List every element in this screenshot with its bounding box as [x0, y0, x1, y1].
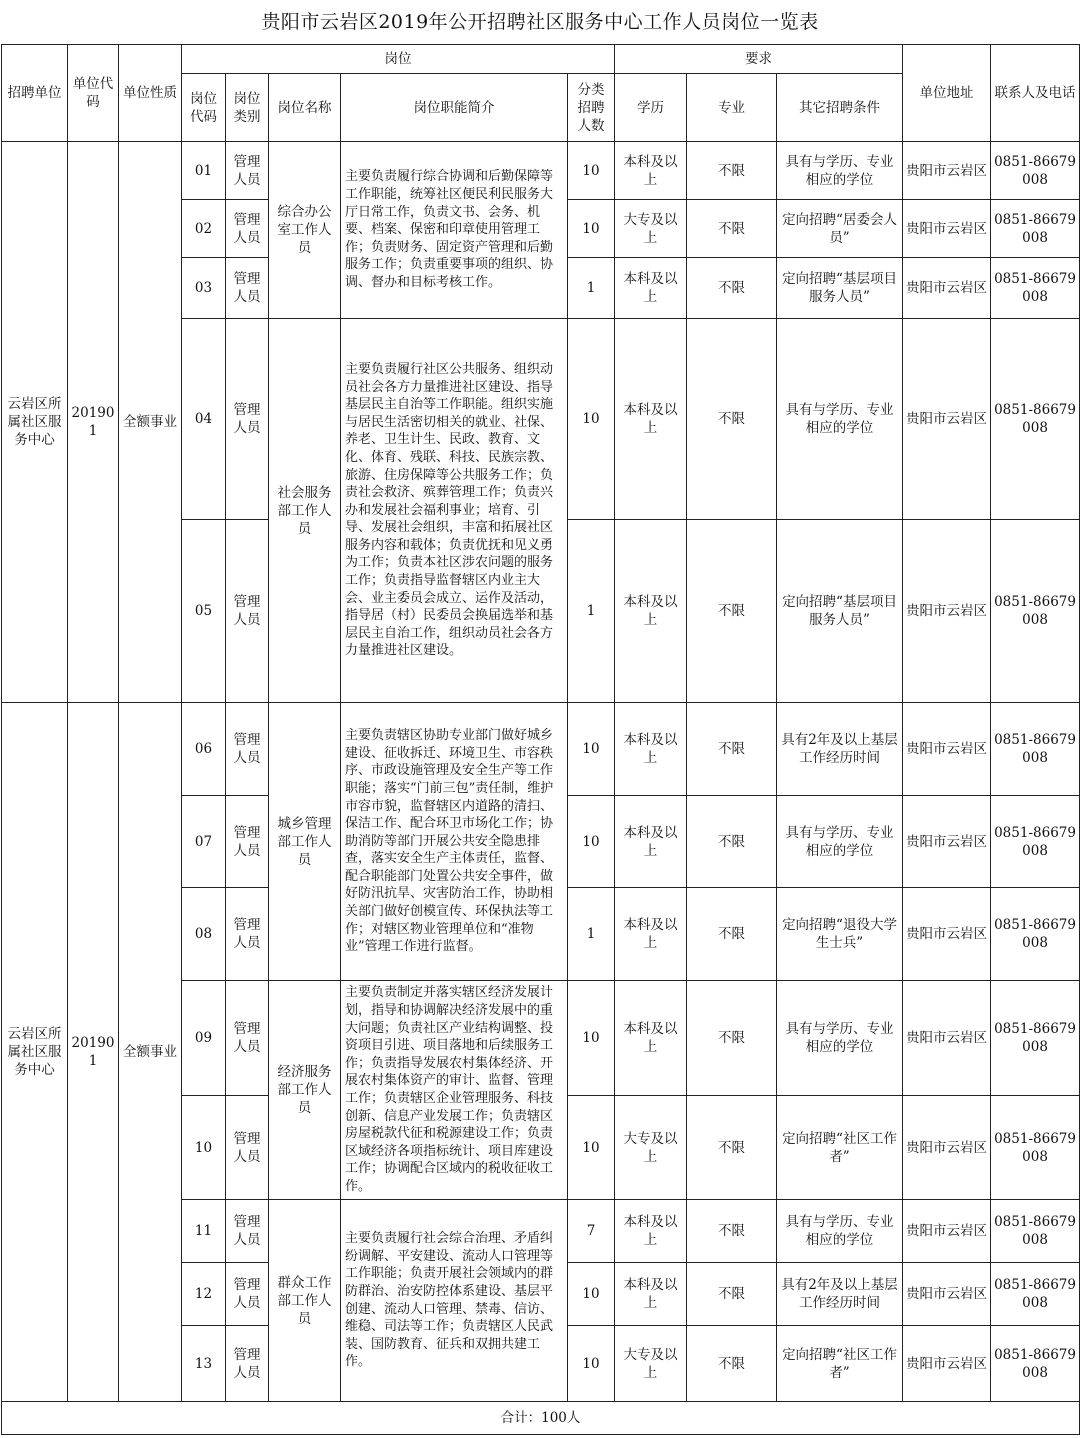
pos-type-cell: 管理人员: [226, 796, 269, 888]
count-cell: 10: [568, 1263, 615, 1326]
other-cell: 具有与学历、专业相应的学位: [777, 1200, 903, 1263]
other-cell: 具有与学历、专业相应的学位: [777, 796, 903, 888]
pos-code-cell: 05: [182, 520, 226, 703]
count-cell: 10: [568, 200, 615, 258]
address-cell: 贵阳市云岩区: [903, 888, 991, 981]
contact-cell: 0851-86679008: [991, 142, 1080, 200]
other-cell: 定向招聘“基层项目服务人员”: [777, 520, 903, 703]
pos-type-cell: 管理人员: [226, 1200, 269, 1263]
header-pos-code: 岗位代码: [182, 74, 226, 142]
unit-cell: 云岩区所属社区服务中心: [2, 703, 68, 1402]
count-cell: 10: [568, 1096, 615, 1200]
count-cell: 1: [568, 888, 615, 981]
major-cell: 不限: [687, 888, 777, 981]
pos-code-cell: 11: [182, 1200, 226, 1263]
other-cell: 具有与学历、专业相应的学位: [777, 142, 903, 200]
count-cell: 7: [568, 1200, 615, 1263]
count-cell: 10: [568, 796, 615, 888]
other-cell: 具有2年及以上基层工作经历时间: [777, 703, 903, 796]
pos-type-cell: 管理人员: [226, 200, 269, 258]
major-cell: 不限: [687, 200, 777, 258]
education-cell: 本科及以上: [615, 520, 687, 703]
pos-code-cell: 10: [182, 1096, 226, 1200]
address-cell: 贵阳市云岩区: [903, 796, 991, 888]
contact-cell: 0851-86679008: [991, 1263, 1080, 1326]
count-cell: 10: [568, 142, 615, 200]
other-cell: 定向招聘“社区工作者”: [777, 1326, 903, 1402]
address-cell: 贵阳市云岩区: [903, 1096, 991, 1200]
pos-code-cell: 08: [182, 888, 226, 981]
pos-name-cell: 社会服务部工作人员: [269, 319, 341, 703]
count-cell: 10: [568, 319, 615, 520]
address-cell: 贵阳市云岩区: [903, 1200, 991, 1263]
address-cell: 贵阳市云岩区: [903, 981, 991, 1096]
header-pos-type: 岗位类别: [226, 74, 269, 142]
count-cell: 10: [568, 703, 615, 796]
pos-name-cell: 经济服务部工作人员: [269, 981, 341, 1200]
header-contact: 联系人及电话: [991, 45, 1080, 142]
pos-code-cell: 09: [182, 981, 226, 1096]
pos-type-cell: 管理人员: [226, 142, 269, 200]
pos-type-cell: 管理人员: [226, 981, 269, 1096]
other-cell: 定向招聘“基层项目服务人员”: [777, 258, 903, 319]
major-cell: 不限: [687, 1096, 777, 1200]
address-cell: 贵阳市云岩区: [903, 1263, 991, 1326]
major-cell: 不限: [687, 703, 777, 796]
major-cell: 不限: [687, 258, 777, 319]
pos-duty-cell: 主要负责履行社区公共服务、组织动员社会各方力量推进社区建设、指导基层民主自治等工作职能。组织实施与居民生活密切相关的就业、社保、养老、卫生计生、民政、教育、文化、体育、残联、科技、民族宗教、旅游、住房保障等公共服务工作；负责社会救济、殡葬管理工作；负责兴办和发展社会福利事业；培育、引导、发展社会组织，丰富和拓展社区服务内容和载体；负责优抚和见义勇为工作；负责本社区涉农问题的服务工作；负责指导监督辖区内业主大会、业主委员会成立、运作及活动，指导居（村）民委员会换届选举和基层民主自治工作，组织动员社会各方力量推进社区建设。: [341, 319, 568, 703]
pos-duty-cell: 主要负责履行综合协调和后勤保障等工作职能，统筹社区便民利民服务大厅日常工作，负责文书、会务、机要、档案、保密和印章使用管理工作；负责财务、固定资产管理和后勤服务工作；负责重要事项的组织、协调、督办和目标考核工作。: [341, 142, 568, 319]
pos-type-cell: 管理人员: [226, 520, 269, 703]
header-unit-nature: 单位性质: [119, 45, 182, 142]
contact-cell: 0851-86679008: [991, 1200, 1080, 1263]
contact-cell: 0851-86679008: [991, 520, 1080, 703]
contact-cell: 0851-86679008: [991, 703, 1080, 796]
pos-code-cell: 07: [182, 796, 226, 888]
address-cell: 贵阳市云岩区: [903, 703, 991, 796]
header-unit-code: 单位代码: [68, 45, 119, 142]
address-cell: 贵阳市云岩区: [903, 142, 991, 200]
education-cell: 本科及以上: [615, 981, 687, 1096]
positions-table: [1, 44, 1080, 1435]
header-pos-duty: 岗位职能简介: [341, 74, 568, 142]
other-cell: 具有2年及以上基层工作经历时间: [777, 1263, 903, 1326]
contact-cell: 0851-86679008: [991, 1096, 1080, 1200]
pos-code-cell: 13: [182, 1326, 226, 1402]
count-cell: 1: [568, 520, 615, 703]
contact-cell: 0851-86679008: [991, 888, 1080, 981]
address-cell: 贵阳市云岩区: [903, 1326, 991, 1402]
pos-type-cell: 管理人员: [226, 1263, 269, 1326]
header-unit: 招聘单位: [2, 45, 68, 142]
header-other: 其它招聘条件: [777, 74, 903, 142]
count-cell: 10: [568, 981, 615, 1096]
address-cell: 贵阳市云岩区: [903, 319, 991, 520]
major-cell: 不限: [687, 796, 777, 888]
education-cell: 大专及以上: [615, 200, 687, 258]
header-address: 单位地址: [903, 45, 991, 142]
unit-cell: 云岩区所属社区服务中心: [2, 142, 68, 703]
major-cell: 不限: [687, 520, 777, 703]
address-cell: 贵阳市云岩区: [903, 200, 991, 258]
pos-name-cell: 综合办公室工作人员: [269, 142, 341, 319]
pos-code-cell: 03: [182, 258, 226, 319]
education-cell: 本科及以上: [615, 888, 687, 981]
other-cell: 定向招聘“居委会人员”: [777, 200, 903, 258]
unit-code-cell: 201901: [68, 142, 119, 703]
header-position: 岗位: [182, 45, 615, 74]
education-cell: 本科及以上: [615, 703, 687, 796]
major-cell: 不限: [687, 1263, 777, 1326]
table-row: [2, 142, 1080, 200]
education-cell: 本科及以上: [615, 796, 687, 888]
education-cell: 本科及以上: [615, 142, 687, 200]
page-title: 贵阳市云岩区2019年公开招聘社区服务中心工作人员岗位一览表: [261, 11, 819, 33]
contact-cell: 0851-86679008: [991, 319, 1080, 520]
education-cell: 本科及以上: [615, 1263, 687, 1326]
pos-type-cell: 管理人员: [226, 319, 269, 520]
pos-code-cell: 04: [182, 319, 226, 520]
education-cell: 本科及以上: [615, 1200, 687, 1263]
pos-duty-cell: 主要负责履行社会综合治理、矛盾纠纷调解、平安建设、流动人口管理等工作职能；负责开展社会领域内的群防群治、治安防控体系建设、基层平创建、流动人口管理、禁毒、信访、维稳、司法等工作；负责辖区人民武装、国防教育、征兵和双拥共建工作。: [341, 1200, 568, 1402]
pos-duty-cell: 主要负责制定并落实辖区经济发展计划，指导和协调解决经济发展中的重大问题；负责社区产业结构调整、投资项目引进、项目落地和后续服务工作；负责指导发展农村集体经济、开展农村集体资产的审计、监督、管理工作；负责辖区企业管理服务、科技创新、信息产业发展工作；负责辖区房屋税款代征和税源建设工作；负责区域经济各项指标统计、项目库建设工作；协调配合区域内的税收征收工作。: [341, 981, 568, 1200]
pos-type-cell: 管理人员: [226, 1096, 269, 1200]
pos-code-cell: 02: [182, 200, 226, 258]
address-cell: 贵阳市云岩区: [903, 258, 991, 319]
header-education: 学历: [615, 74, 687, 142]
header-count: 分类招聘人数: [568, 74, 615, 142]
header-major: 专业: [687, 74, 777, 142]
unit-nature-cell: 全额事业: [119, 142, 182, 703]
unit-nature-cell: 全额事业: [119, 703, 182, 1402]
pos-name-cell: 城乡管理部工作人员: [269, 703, 341, 981]
other-cell: 具有与学历、专业相应的学位: [777, 319, 903, 520]
contact-cell: 0851-86679008: [991, 200, 1080, 258]
major-cell: 不限: [687, 142, 777, 200]
address-cell: 贵阳市云岩区: [903, 520, 991, 703]
contact-cell: 0851-86679008: [991, 258, 1080, 319]
pos-code-cell: 01: [182, 142, 226, 200]
header-requirements: 要求: [615, 45, 903, 74]
major-cell: 不限: [687, 1200, 777, 1263]
major-cell: 不限: [687, 981, 777, 1096]
major-cell: 不限: [687, 319, 777, 520]
table-row: [2, 703, 1080, 796]
pos-name-cell: 群众工作部工作人员: [269, 1200, 341, 1402]
contact-cell: 0851-86679008: [991, 981, 1080, 1096]
total-cell: 合计：100人: [2, 1402, 1080, 1435]
pos-code-cell: 06: [182, 703, 226, 796]
contact-cell: 0851-86679008: [991, 796, 1080, 888]
pos-duty-cell: 主要负责辖区协助专业部门做好城乡建设、征收拆迁、环境卫生、市容秩序、市政设施管理及安全生产等工作职能；落实“门前三包”责任制，维护市容市貌，监督辖区内道路的清扫、保洁工作、配合环卫市场化工作；协助消防等部门开展公共安全隐患排查，落实安全生产主体责任，监督、配合职能部门处置公共安全事件，做好防汛抗旱、灾害防治工作，协助相关部门做好创模宣传、环保执法等工作；对辖区物业管理单位和“准物业”管理工作进行监督。: [341, 703, 568, 981]
education-cell: 本科及以上: [615, 319, 687, 520]
unit-code-cell: 201901: [68, 703, 119, 1402]
other-cell: 定向招聘“退役大学生士兵”: [777, 888, 903, 981]
pos-type-cell: 管理人员: [226, 1326, 269, 1402]
pos-code-cell: 12: [182, 1263, 226, 1326]
pos-type-cell: 管理人员: [226, 258, 269, 319]
other-cell: 具有与学历、专业相应的学位: [777, 981, 903, 1096]
other-cell: 定向招聘“社区工作者”: [777, 1096, 903, 1200]
header-pos-name: 岗位名称: [269, 74, 341, 142]
total-row: [2, 1402, 1080, 1435]
pos-type-cell: 管理人员: [226, 888, 269, 981]
pos-type-cell: 管理人员: [226, 703, 269, 796]
count-cell: 1: [568, 258, 615, 319]
count-cell: 10: [568, 1326, 615, 1402]
major-cell: 不限: [687, 1326, 777, 1402]
education-cell: 大专及以上: [615, 1326, 687, 1402]
education-cell: 大专及以上: [615, 1096, 687, 1200]
education-cell: 本科及以上: [615, 258, 687, 319]
contact-cell: 0851-86679008: [991, 1326, 1080, 1402]
